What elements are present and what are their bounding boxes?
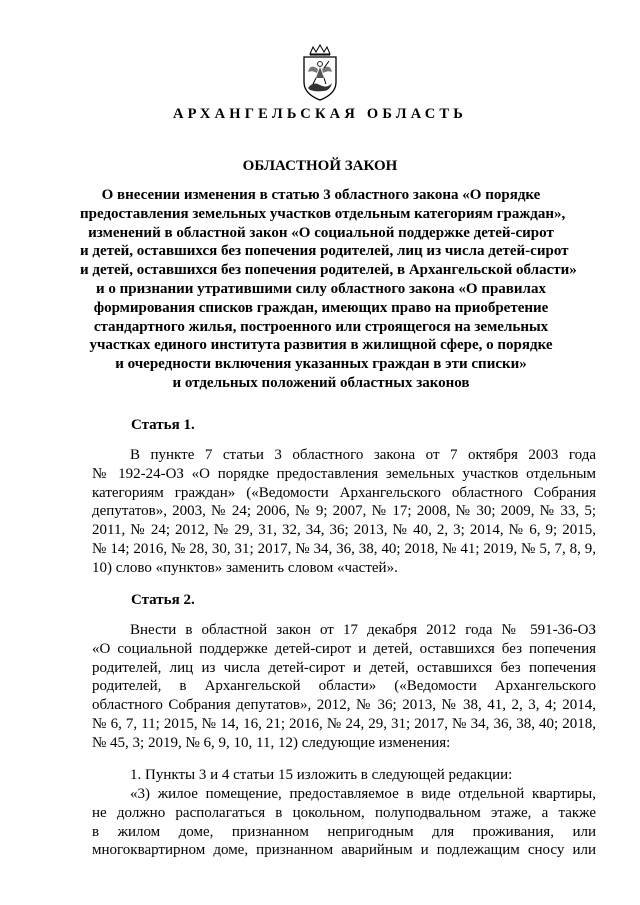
coat-of-arms-icon [299, 44, 341, 102]
text-line: не должно располагаться в цокольном, полуподвальном этаже, а также [92, 804, 596, 821]
text-line: родителей, в Архангельской области» («Ведомости Архангельского [92, 678, 596, 695]
subject-line: и отдельных положений областных законов [172, 374, 470, 391]
amendment-quote [92, 785, 596, 860]
text-line: 1. Пункты 3 и 4 статьи 15 изложить в следующей редакции: [130, 767, 513, 783]
text-line: в жилом доме, признанном непригодным для проживания, или [92, 823, 596, 840]
text-line: Внести в областной закон от 17 декабря 2012 года № 591-36-ОЗ [130, 622, 596, 638]
text-line: многоквартирном доме, признанном аварийным и подлежащим сносу или [92, 842, 596, 859]
region-name: АРХАНГЕЛЬСКАЯ ОБЛАСТЬ [172, 106, 468, 122]
subject-line: О внесении изменения в статью 3 областного закона «О порядке [101, 187, 541, 203]
subject-line: предоставления земельных участков отдельным категориям граждан», [80, 205, 566, 222]
document-type: ОБЛАСТНОЙ ЗАКОН [242, 158, 398, 174]
text-line: В пункте 7 статьи 3 областного закона от 7 октября 2003 года [130, 447, 596, 463]
text-line: 2011, № 24; 2012, № 29, 31, 32, 34, 36; 2013, № 40, 2, 3; 2014, № 6, 9; 2015, [92, 522, 596, 539]
text-line: категориям граждан» («Ведомости Архангельского областного Собрания [92, 484, 596, 501]
subject-line: формирования списков граждан, имеющих право на приобретение [93, 299, 549, 316]
text-line: № 14; 2016, № 28, 30, 31; 2017, № 34, 36, 38, 40; 2018, № 41; 2019, № 5, 7, 8, 9, [92, 540, 596, 557]
text-line: «О социальной поддержке детей-сирот и детей, оставшихся без попечения [92, 640, 596, 657]
subject-line: и очередности включения указанных граждан в эти списки» [115, 356, 527, 373]
article-2-text [92, 621, 596, 753]
text-line: № 192-24-ОЗ «О порядке предоставления земельных участков отдельным [92, 465, 596, 482]
article-1-heading: Статья 1. [131, 417, 195, 433]
text-line: депутатов», 2003, № 24; 2006, № 9; 2007, № 17; 2008, № 30; 2009, № 33, 5; [92, 503, 596, 520]
article-1-text [92, 446, 596, 578]
subject-line: и о признании утратившими силу областного закона «О правилах [96, 280, 546, 297]
subject-line: изменений в областной закон «О социальной поддержке детей-сирот [88, 224, 554, 241]
subject-line: участках единого института развития в жилищной сфере, о порядке [89, 337, 553, 354]
subject-line: и детей, оставшихся без попечения родителей, в Архангельской области» [80, 262, 577, 279]
text-line: областного Собрания депутатов», 2012, № 36; 2013, № 38, 41, 2, 3, 4; 2014, [92, 697, 596, 714]
subject-line: и детей, оставшихся без попечения родителей, лиц из числа детей-сирот [80, 243, 569, 260]
text-line: 10) слово «пунктов» заменить словом «частей». [92, 559, 398, 576]
amendment-item-1 [92, 766, 596, 785]
text-line: родителей, лиц из числа детей-сирот и детей, оставшихся без попечения [92, 659, 596, 676]
article-2-heading: Статья 2. [131, 592, 195, 608]
subject-line: стандартного жилья, построенного или строящегося на земельных [93, 318, 549, 335]
text-line: № 6, 7, 11; 2015, № 14, 16, 21; 2016, № 24, 29, 31; 2017, № 34, 36, 38, 40; 2018, [92, 715, 596, 732]
text-line: «3) жилое помещение, предоставляемое в виде отдельной квартиры, [130, 786, 596, 802]
law-subject [80, 186, 577, 393]
text-line: № 45, 3; 2019, № 6, 9, 10, 11, 12) следующие изменения: [92, 734, 451, 751]
